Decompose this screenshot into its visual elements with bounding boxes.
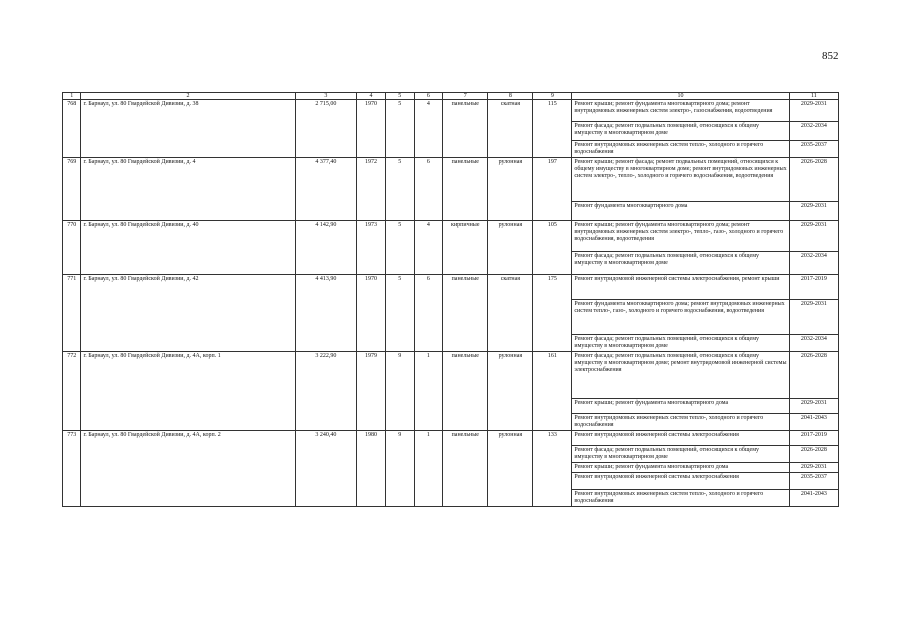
capital-repair-table — [62, 92, 839, 507]
floors-cell: 5 — [385, 275, 414, 352]
work-type-cell: Ремонт фасада; ремонт подвальных помещений, относящихся к общему имуществу в многоквартирном доме — [572, 446, 789, 463]
roof-type-cell: рулонная — [488, 352, 533, 431]
address-cell: г. Барнаул, ул. 80 Гвардейской Дивизии, д. 4А, корп. 1 — [81, 352, 295, 431]
work-type-cell: Ремонт фасада; ремонт подвальных помещений, относящихся к общему имуществу в многоквартирном доме — [572, 122, 789, 141]
wall-material-cell: панельные — [443, 275, 488, 352]
work-type-cell: Ремонт фасада; ремонт подвальных помещений, относящихся к общему имуществу в многоквартирном доме — [572, 252, 789, 275]
work-type-cell: Ремонт внутридомовой инженерной системы электроснабжения — [572, 473, 789, 490]
address-cell: г. Барнаул, ул. 80 Гвардейской Дивизии, д. 42 — [81, 275, 295, 352]
row-number-cell: 769 — [63, 158, 81, 221]
residents-cell: 161 — [533, 352, 572, 431]
row-number-cell: 772 — [63, 352, 81, 431]
residents-cell: 133 — [533, 431, 572, 507]
floors-cell: 9 — [385, 352, 414, 431]
work-type-cell: Ремонт крыши; ремонт фундамента многоквартирного дома — [572, 463, 789, 473]
entrances-cell: 1 — [414, 431, 443, 507]
entrances-cell: 4 — [414, 100, 443, 158]
table-row — [63, 158, 839, 202]
floors-cell: 5 — [385, 100, 414, 158]
roof-type-cell: скатная — [488, 275, 533, 352]
column-header-7: 7 — [443, 93, 488, 100]
work-type-cell: Ремонт крыши; ремонт фасада; ремонт подвальных помещений, относящихся к общему имуществу в многоквартирном доме; ремонт внутридомовых инженерных систем электро-, тепло-, холодного и горячего водоснабжения, водоотведения — [572, 158, 789, 202]
period-cell: 2035-2037 — [789, 473, 838, 490]
period-cell: 2032-2034 — [789, 335, 838, 352]
year-built-cell: 1980 — [357, 431, 386, 507]
address-cell: г. Барнаул, ул. 80 Гвардейской Дивизии, д. 38 — [81, 100, 295, 158]
address-cell: г. Барнаул, ул. 80 Гвардейской Дивизии, д. 40 — [81, 221, 295, 275]
period-cell: 2035-2037 — [789, 141, 838, 158]
period-cell: 2029-2031 — [789, 202, 838, 221]
column-header-2: 2 — [81, 93, 295, 100]
column-header-3: 3 — [295, 93, 357, 100]
table-row — [63, 100, 839, 122]
period-cell: 2026-2028 — [789, 158, 838, 202]
table-header — [63, 93, 839, 100]
column-header-5: 5 — [385, 93, 414, 100]
period-cell: 2041-2043 — [789, 490, 838, 507]
work-type-cell: Ремонт внутридомовой инженерной системы электроснабжения — [572, 431, 789, 446]
floors-cell: 5 — [385, 221, 414, 275]
year-built-cell: 1970 — [357, 275, 386, 352]
year-built-cell: 1972 — [357, 158, 386, 221]
row-number-cell: 773 — [63, 431, 81, 507]
work-type-cell: Ремонт внутридомовой инженерной системы электроснабжения, ремонт крыши — [572, 275, 789, 300]
period-cell: 2026-2028 — [789, 352, 838, 399]
wall-material-cell: панельные — [443, 431, 488, 507]
entrances-cell: 1 — [414, 352, 443, 431]
area-cell: 2 715,00 — [295, 100, 357, 158]
column-header-9: 9 — [533, 93, 572, 100]
period-cell: 2029-2031 — [789, 221, 838, 252]
period-cell: 2029-2031 — [789, 463, 838, 473]
table-row — [63, 352, 839, 399]
period-cell: 2017-2019 — [789, 431, 838, 446]
roof-type-cell: рулонная — [488, 431, 533, 507]
year-built-cell: 1973 — [357, 221, 386, 275]
page-number: 852 — [822, 50, 839, 62]
roof-type-cell: рулонная — [488, 158, 533, 221]
area-cell: 4 142,90 — [295, 221, 357, 275]
floors-cell: 9 — [385, 431, 414, 507]
residents-cell: 175 — [533, 275, 572, 352]
work-type-cell: Ремонт фасада; ремонт подвальных помещений, относящихся к общему имуществу в многоквартирном доме; ремонт внутридомовой инженерной системы электроснабжения — [572, 352, 789, 399]
work-type-cell: Ремонт фасада; ремонт подвальных помещений, относящихся к общему имуществу в многоквартирном доме — [572, 335, 789, 352]
work-type-cell: Ремонт крыши; ремонт фундамента многоквартирного дома; ремонт внутридомовых инженерных систем электро-, тепло-, газо-, холодного и горячего водоснабжения, водоотведения — [572, 221, 789, 252]
row-number-cell: 768 — [63, 100, 81, 158]
column-header-10: 10 — [572, 93, 789, 100]
area-cell: 4 377,40 — [295, 158, 357, 221]
entrances-cell: 6 — [414, 158, 443, 221]
address-cell: г. Барнаул, ул. 80 Гвардейской Дивизии, д. 4 — [81, 158, 295, 221]
column-header-1: 1 — [63, 93, 81, 100]
year-built-cell: 1979 — [357, 352, 386, 431]
period-cell: 2029-2031 — [789, 100, 838, 122]
column-header-4: 4 — [357, 93, 386, 100]
residents-cell: 115 — [533, 100, 572, 158]
table-row — [63, 431, 839, 446]
work-type-cell: Ремонт внутридомовых инженерных систем тепло-, холодного и горячего водоснабжения — [572, 414, 789, 431]
period-cell: 2032-2034 — [789, 122, 838, 141]
period-cell: 2017-2019 — [789, 275, 838, 300]
period-cell: 2026-2028 — [789, 446, 838, 463]
area-cell: 3 240,40 — [295, 431, 357, 507]
address-cell: г. Барнаул, ул. 80 Гвардейской Дивизии, д. 4А, корп. 2 — [81, 431, 295, 507]
row-number-cell: 770 — [63, 221, 81, 275]
column-header-11: 11 — [789, 93, 838, 100]
table-row — [63, 221, 839, 252]
wall-material-cell: панельные — [443, 158, 488, 221]
area-cell: 3 222,90 — [295, 352, 357, 431]
work-type-cell: Ремонт фундамента многоквартирного дома; ремонт внутридомовых инженерных систем тепло-, газо-, холодного и горячего водоснабжения, водоотведения — [572, 300, 789, 335]
period-cell: 2029-2031 — [789, 399, 838, 414]
year-built-cell: 1970 — [357, 100, 386, 158]
table-body — [63, 100, 839, 507]
work-type-cell: Ремонт внутридомовых инженерных систем тепло-, холодного и горячего водоснабжения — [572, 141, 789, 158]
entrances-cell: 4 — [414, 221, 443, 275]
residents-cell: 105 — [533, 221, 572, 275]
work-type-cell: Ремонт крыши; ремонт фундамента многоквартирного дома — [572, 399, 789, 414]
roof-type-cell: рулонная — [488, 221, 533, 275]
entrances-cell: 6 — [414, 275, 443, 352]
residents-cell: 197 — [533, 158, 572, 221]
period-cell: 2041-2043 — [789, 414, 838, 431]
floors-cell: 5 — [385, 158, 414, 221]
row-number-cell: 771 — [63, 275, 81, 352]
table-row — [63, 275, 839, 300]
wall-material-cell: панельные — [443, 100, 488, 158]
column-header-6: 6 — [414, 93, 443, 100]
column-header-8: 8 — [488, 93, 533, 100]
area-cell: 4 413,90 — [295, 275, 357, 352]
wall-material-cell: панельные — [443, 352, 488, 431]
work-type-cell: Ремонт внутридомовых инженерных систем тепло-, холодного и горячего водоснабжения — [572, 490, 789, 507]
period-cell: 2029-2031 — [789, 300, 838, 335]
period-cell: 2032-2034 — [789, 252, 838, 275]
work-type-cell: Ремонт фундамента многоквартирного дома — [572, 202, 789, 221]
work-type-cell: Ремонт крыши; ремонт фундамента многоквартирного дома; ремонт внутридомовых инженерных систем электро-, газоснабжения, водоотведения — [572, 100, 789, 122]
wall-material-cell: кирпичные — [443, 221, 488, 275]
roof-type-cell: скатная — [488, 100, 533, 158]
